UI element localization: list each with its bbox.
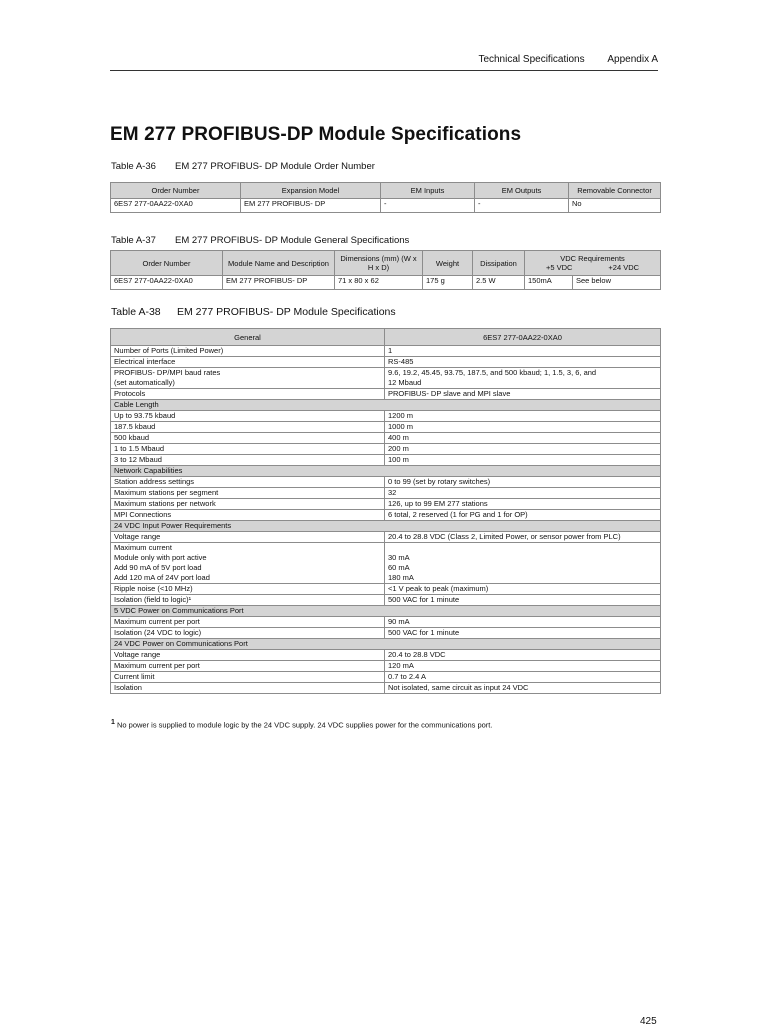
table-row: [111, 510, 661, 521]
table-row: [111, 584, 661, 595]
section-heading: 24 VDC Power on Communications Port: [111, 639, 661, 650]
table-row: [111, 276, 661, 290]
spec-label: MPI Connections: [111, 510, 385, 521]
spec-label: Number of Ports (Limited Power): [111, 346, 385, 357]
table-row: [111, 499, 661, 510]
table36-caption-text: EM 277 PROFIBUS- DP Module Order Number: [175, 161, 375, 172]
table-row: [111, 433, 661, 444]
spec-label: 187.5 kbaud: [111, 422, 385, 433]
table38-header: 6ES7 277-0AA22-0XA0: [385, 329, 661, 346]
spec-value: 30 mA 60 mA 180 mA: [385, 543, 661, 584]
spec-value: 32: [385, 488, 661, 499]
table-row: [111, 683, 661, 694]
section-heading: 24 VDC Input Power Requirements: [111, 521, 661, 532]
table36-header: Order Number: [111, 183, 241, 199]
table-row: [111, 532, 661, 543]
spec-label: Maximum stations per network: [111, 499, 385, 510]
section-heading: 5 VDC Power on Communications Port: [111, 606, 661, 617]
spec-label: Current limit: [111, 672, 385, 683]
page-title: EM 277 PROFIBUS-DP Module Specifications: [110, 124, 522, 145]
spec-value: 9.6, 19.2, 45.45, 93.75, 187.5, and 500 kbaud; 1, 1.5, 3, 6, and 12 Mbaud: [385, 368, 661, 389]
section-heading: Cable Length: [111, 400, 661, 411]
spec-value: RS-485: [385, 357, 661, 368]
table-row: [111, 444, 661, 455]
section-heading: Network Capabilities: [111, 466, 661, 477]
table37-caption-text: EM 277 PROFIBUS- DP Module General Specifications: [175, 235, 410, 246]
spec-label: Isolation (field to logic)¹: [111, 595, 385, 606]
table36-cell: 6ES7 277-0AA22-0XA0: [111, 199, 241, 213]
table37-header: Dissipation: [473, 251, 525, 276]
section-row: [111, 639, 661, 650]
spec-value: 100 m: [385, 455, 661, 466]
table36-cell: -: [475, 199, 569, 213]
table38-body: [111, 346, 661, 694]
running-header: [110, 54, 658, 65]
table-row: [111, 543, 661, 584]
spec-label: Maximum stations per segment: [111, 488, 385, 499]
spec-label: Isolation: [111, 683, 385, 694]
table37-number: Table A-37: [111, 235, 156, 246]
spec-value: 200 m: [385, 444, 661, 455]
table-row: [111, 477, 661, 488]
spec-value: 1000 m: [385, 422, 661, 433]
table38-caption-text: EM 277 PROFIBUS- DP Module Specifications: [177, 306, 396, 318]
table38-header: General: [111, 329, 385, 346]
spec-value: 90 mA: [385, 617, 661, 628]
table-row: [111, 346, 661, 357]
spec-label: Maximum current Module only with port active Add 90 mA of 5V port load Add 120 mA of 24V port load: [111, 543, 385, 584]
footnote: [111, 719, 492, 730]
section-row: [111, 466, 661, 477]
section-row: [111, 606, 661, 617]
table37-cell: 71 x 80 x 62: [335, 276, 423, 290]
table-row: [111, 488, 661, 499]
spec-label: 1 to 1.5 Mbaud: [111, 444, 385, 455]
footnote-marker: 1: [111, 719, 115, 726]
vdc-5v-label: +5 VDC: [545, 263, 573, 272]
table37-cell: EM 277 PROFIBUS- DP: [223, 276, 335, 290]
vdc-requirements-label: VDC Requirements: [560, 254, 625, 263]
table38-number: Table A-38: [111, 306, 161, 318]
table-row: [111, 628, 661, 639]
spec-value: 1: [385, 346, 661, 357]
table37-header: Order Number: [111, 251, 223, 276]
table-row: [111, 389, 661, 400]
table37-cell: 6ES7 277-0AA22-0XA0: [111, 276, 223, 290]
table36-header: EM Inputs: [381, 183, 475, 199]
table-row: [111, 617, 661, 628]
table36-header: EM Outputs: [475, 183, 569, 199]
spec-label: Isolation (24 VDC to logic): [111, 628, 385, 639]
spec-value: 1200 m: [385, 411, 661, 422]
table-row: [111, 595, 661, 606]
spec-label: 500 kbaud: [111, 433, 385, 444]
vdc-subheaders: [528, 263, 657, 272]
table36-cell: -: [381, 199, 475, 213]
table36-number: Table A-36: [111, 161, 156, 172]
table-row: [111, 422, 661, 433]
table38-caption: [111, 306, 396, 318]
spec-value: 400 m: [385, 433, 661, 444]
table-row: [111, 368, 661, 389]
spec-label: Protocols: [111, 389, 385, 400]
spec-value: 126, up to 99 EM 277 stations: [385, 499, 661, 510]
table37-header: Dimensions (mm) (W x H x D): [335, 251, 423, 276]
header-appendix: Appendix A: [607, 54, 658, 65]
spec-value: 120 mA: [385, 661, 661, 672]
table36-cell: EM 277 PROFIBUS- DP: [241, 199, 381, 213]
spec-label: Ripple noise (<10 MHz): [111, 584, 385, 595]
table36-header: Expansion Model: [241, 183, 381, 199]
table37-cell: 2.5 W: [473, 276, 525, 290]
section-row: [111, 521, 661, 532]
table-row: [111, 357, 661, 368]
spec-label: Maximum current per port: [111, 661, 385, 672]
table-row: [111, 411, 661, 422]
spec-label: 3 to 12 Mbaud: [111, 455, 385, 466]
spec-label: Station address settings: [111, 477, 385, 488]
table37-cell: 175 g: [423, 276, 473, 290]
header-rule: [110, 70, 658, 71]
page-number: 425: [640, 1016, 657, 1027]
table-row: [111, 650, 661, 661]
spec-value: 20.4 to 28.8 VDC (Class 2, Limited Power, or sensor power from PLC): [385, 532, 661, 543]
table37-header-vdc: [525, 251, 661, 276]
table-row: [111, 661, 661, 672]
table36-cell: No: [569, 199, 661, 213]
spec-value: 0.7 to 2.4 A: [385, 672, 661, 683]
table37-header: Weight: [423, 251, 473, 276]
spec-value: 500 VAC for 1 minute: [385, 628, 661, 639]
spec-value: <1 V peak to peak (maximum): [385, 584, 661, 595]
spec-value: PROFIBUS- DP slave and MPI slave: [385, 389, 661, 400]
spec-value: 20.4 to 28.8 VDC: [385, 650, 661, 661]
spec-value: 6 total, 2 reserved (1 for PG and 1 for OP): [385, 510, 661, 521]
vdc-24v-label: +24 VDC: [608, 263, 640, 272]
table36-caption: [111, 161, 375, 172]
footnote-text: No power is supplied to module logic by the 24 VDC supply. 24 VDC supplies power for the communications port.: [117, 720, 493, 730]
spec-value: 0 to 99 (set by rotary switches): [385, 477, 661, 488]
spec-label: Voltage range: [111, 650, 385, 661]
table37-caption: [111, 235, 409, 246]
section-row: [111, 400, 661, 411]
general-specs-table: [110, 250, 661, 290]
spec-label: Electrical interface: [111, 357, 385, 368]
table37-cell: 150mA: [525, 276, 573, 290]
spec-label: Maximum current per port: [111, 617, 385, 628]
table36-header: Removable Connector: [569, 183, 661, 199]
spec-label: Voltage range: [111, 532, 385, 543]
header-section: Technical Specifications: [478, 54, 585, 65]
table-row: [111, 199, 661, 213]
table37-header: Module Name and Description: [223, 251, 335, 276]
spec-value: 500 VAC for 1 minute: [385, 595, 661, 606]
module-specs-table: [110, 328, 661, 694]
table-row: [111, 672, 661, 683]
spec-label: Up to 93.75 kbaud: [111, 411, 385, 422]
order-number-table: [110, 182, 661, 213]
spec-label: PROFIBUS- DP/MPI baud rates (set automatically): [111, 368, 385, 389]
table-row: [111, 455, 661, 466]
table37-cell: See below: [573, 276, 661, 290]
spec-value: Not isolated, same circuit as input 24 VDC: [385, 683, 661, 694]
